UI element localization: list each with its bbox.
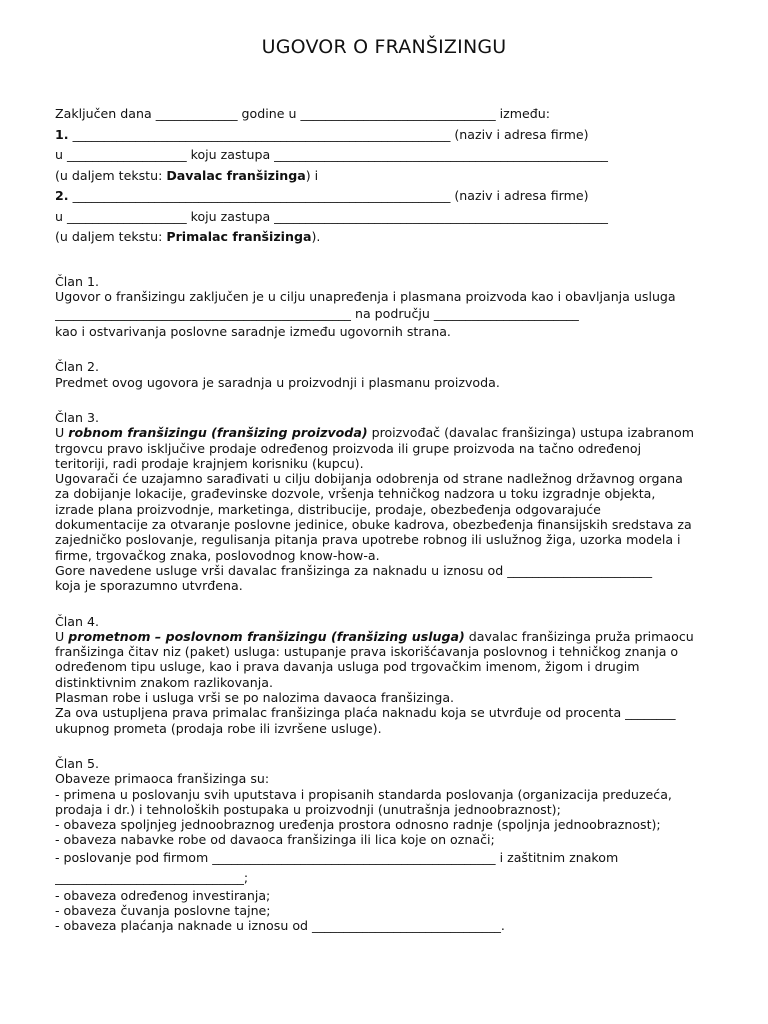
- party2-role: Primalac franšizinga: [166, 229, 312, 244]
- party1-role-suffix: ) i: [305, 167, 319, 183]
- article-3-line: Gore navedene usluge vrši davalac franšizinga za naknadu u iznosu od _______________________: [55, 562, 653, 578]
- article-3-line: koja je sporazumno utvrđena.: [55, 578, 243, 594]
- article-3-line: izrade plana proizvodnje, marketinga, distribucije, prodaje, obezbeđenja odgovarajuće: [55, 501, 601, 517]
- header-line-date: Zaključen dana _____________ godine u _______________________________ između:: [55, 106, 551, 121]
- article-5: [55, 756, 713, 934]
- party2-role-line: [55, 227, 713, 248]
- article-3-line: zajedničko poslovanje, regulisanja pitanja prava upotrebe robnog ili uslužnog žiga, uzorka modela i: [55, 532, 681, 548]
- party1-name-field: ____________________________________________________________ (naziv i adresa firme): [68, 126, 589, 142]
- article-3-suffix: proizvođač (davalac franšizinga) ustupa izabranom: [367, 425, 694, 441]
- article-1: [55, 274, 713, 340]
- article-4-line: distinktivnim znakom razlikovanja.: [55, 674, 273, 690]
- article-3-line: za dobijanje lokacije, građevinske dozvole, vršenja tehničkog nadzora u toku izgradnje objekta,: [55, 486, 656, 502]
- party1-line: [55, 125, 713, 146]
- article-3-line: firme, trgovačkog znaka, poslovodnog know-how-a.: [55, 547, 380, 563]
- article-3-line: trgovcu pravo isključive prodaje određenog proizvoda ili grupe proizvoda na tačno određenoj: [55, 440, 642, 456]
- article-4-term: prometnom – poslovnom franšizingu (franšizing usluga): [68, 628, 465, 644]
- party1-role-line: [55, 166, 713, 187]
- party2-role-prefix: (u daljem tekstu:: [55, 229, 167, 244]
- article-4-line: Za ova ustupljena prava primalac franšizinga plaća naknadu koja se utvrđuje od procenta ________: [55, 705, 676, 721]
- article-5-line: - obaveza određenog investiranja;: [55, 887, 271, 903]
- article-2-title: Član 2.: [55, 359, 100, 375]
- article-3-line: teritoriji, radi prodaje krajnjem korisniku (kupcu).: [55, 455, 364, 471]
- article-5-line: prodaja i dr.) i tehnoloških postupaka u proizvodnji (unutrašnja jednoobraznost);: [55, 801, 561, 817]
- article-3: [55, 410, 713, 594]
- document-title: UGOVOR O FRANŠIZINGU: [261, 36, 507, 58]
- party2-role-suffix: ).: [311, 229, 321, 244]
- article-1-line: Ugovor o franšizingu zaključen je u cilju unapređenja i plasmana proizvoda kao i obavljanja usluga: [55, 288, 676, 304]
- article-3-line: [55, 425, 713, 440]
- article-1-title: Član 1.: [55, 273, 100, 289]
- article-3-line: Ugovarači će uzajamno sarađivati u cilju dobijanja odobrenja od strane nadležnog državnog organa: [55, 471, 683, 487]
- article-5-line: Obaveze primaoca franšizinga su:: [55, 771, 270, 787]
- article-4-title: Član 4.: [55, 613, 100, 629]
- article-5-line: - obaveza plaćanja naknade u iznosu od ______________________________.: [55, 918, 505, 934]
- article-5-line: - primena u poslovanju svih uputstava i propisanih standarda poslovanja (organizacija preduzeća,: [55, 786, 672, 802]
- article-3-title: Član 3.: [55, 409, 100, 425]
- article-2: [55, 359, 713, 390]
- article-5-line: - poslovanje pod firmom _____________________________________________ i zaštitnim znakom: [55, 849, 619, 865]
- article-4-prefix: U: [55, 628, 69, 644]
- party1-rep-line: u ___________________ koju zastupa _____________________________________________________: [55, 147, 608, 162]
- article-3-term: robnom franšizingu (franšizing proizvoda): [68, 425, 368, 441]
- article-5-line: - obaveza čuvanja poslovne tajne;: [55, 903, 271, 918]
- party2-name-field: ____________________________________________________________ (naziv i adresa firme): [68, 188, 589, 203]
- article-4-line: ukupnog prometa (prodaja robe ili izvršene usluge).: [55, 720, 382, 736]
- article-4-suffix: davalac franšizinga pruža primaocu: [464, 628, 694, 644]
- article-5-line: ______________________________;: [55, 869, 249, 885]
- article-2-line: Predmet ovog ugovora je saradnja u proizvodnji i plasmanu proizvoda.: [55, 374, 500, 390]
- article-4-line: franšizinga čitav niz (paket) usluga: ustupanje prava iskorišćavanja poslovnog i tehničkog znanja o: [55, 644, 679, 660]
- party2-rep-line: u ___________________ koju zastupa _____________________________________________________: [55, 208, 608, 224]
- article-5-line: - obaveza spoljnjeg jednoobraznog uređenja prostora odnosno radnje (spoljnja jednoobraznost);: [55, 817, 661, 833]
- article-3-prefix: U: [55, 425, 69, 441]
- party2-number: 2.: [55, 188, 69, 203]
- article-4-line: Plasman robe i usluga vrši se po nalozima davaoca franšizinga.: [55, 690, 455, 706]
- document-body: [55, 104, 713, 934]
- party1-role: Davalac franšizinga: [166, 167, 306, 183]
- article-5-title: Član 5.: [55, 755, 100, 771]
- contract-header: [55, 104, 713, 248]
- article-1-line: kao i ostvarivanja poslovne saradnje između ugovornih strana.: [55, 324, 451, 340]
- article-4: [55, 614, 713, 736]
- article-3-line: dokumentacije za otvaranje poslovne jedinice, obuke kadrova, obezbeđenja finansijskih sredstava za: [55, 517, 692, 533]
- article-5-line: - obaveza nabavke robe od davaoca franšizinga ili lica koje on označi;: [55, 832, 495, 848]
- party1-role-prefix: (u daljem tekstu:: [55, 167, 167, 183]
- party1-number: 1.: [55, 126, 69, 142]
- article-4-line: određenom tipu usluge, kao i prava davanja usluga pod trgovačkim imenom, žigom i drugim: [55, 659, 640, 675]
- party2-line: [55, 186, 713, 207]
- article-4-line: [55, 629, 713, 644]
- article-1-line: _______________________________________________ na području _______________________: [55, 306, 579, 322]
